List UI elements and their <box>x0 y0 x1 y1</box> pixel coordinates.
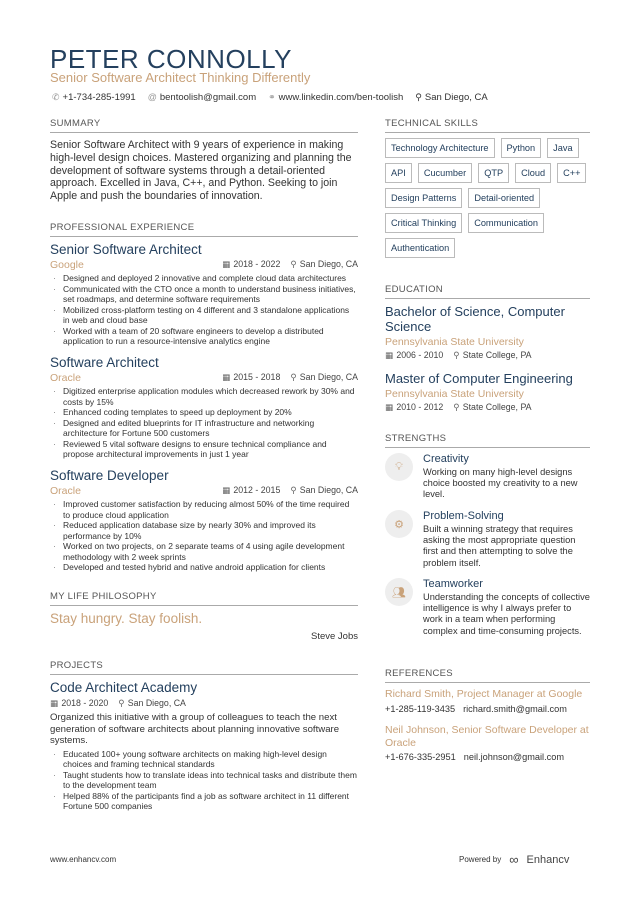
calendar-icon: ▦ <box>385 402 394 412</box>
job-entry <box>50 468 358 573</box>
job-entry <box>50 242 358 347</box>
job-bullet: · Mobilized cross-platform testing on 4 different and 3 standalone applications in web and cloud base <box>50 305 358 326</box>
footer-website[interactable]: www.enhancv.com <box>50 855 117 864</box>
reference-email[interactable]: neil.johnson@gmail.com <box>463 752 564 762</box>
gears-icon: ⚙ <box>385 510 413 538</box>
job-location: San Diego, CA <box>299 259 358 269</box>
section-skills-header: TECHNICAL SKILLS <box>385 118 590 133</box>
phone-contact <box>52 92 136 103</box>
summary-text: Senior Software Architect with 9 years of experience in making high-level design choices. Mastered organizing and planning the development of software systems through a detail-oriented approach. Excelled in Java, C++, and Python. Seeking to join Apple and push the boundaries of innovation. <box>50 139 352 203</box>
job-bullet: · Designed and edited blueprints for IT infrastructure and networking architecture for Fortune 500 customers <box>50 418 358 439</box>
section-summary-header: SUMMARY <box>50 118 358 133</box>
skill-tag: QTP <box>478 163 509 183</box>
education-entry <box>385 371 590 413</box>
strength-text: Working on many high-level designs choice boosted my creativity to a new level. <box>423 467 578 500</box>
strength-item <box>385 578 590 637</box>
project-bullet: · Educated 100+ young software architects on making high-level design choices and framing technical standards <box>50 749 358 770</box>
section-strengths-header: STRENGTHS <box>385 433 590 448</box>
project-bullet: · Taught students how to translate ideas into technical tasks and distribute them to the development team <box>50 770 358 791</box>
company: Oracle <box>50 485 81 497</box>
calendar-icon: ▦ <box>50 698 59 708</box>
linkedin-text[interactable]: www.linkedin.com/ben-toolish <box>278 92 404 103</box>
company: Oracle <box>50 372 81 384</box>
team-icon: 👥︎ <box>385 578 413 606</box>
edu-dates: 2006 - 2010 <box>396 350 444 360</box>
skill-tag: Design Patterns <box>385 188 462 208</box>
reference-phone: +1-285-119-3435 <box>385 703 456 714</box>
project-bullet: · Helped 88% of the participants find a job as software architect in 11 different Fortune 500 companies <box>50 791 358 812</box>
location-pin-icon: ⚲ <box>453 350 460 360</box>
job-location: San Diego, CA <box>299 485 358 495</box>
section-education-header: EDUCATION <box>385 284 590 299</box>
skill-tag: Authentication <box>385 238 455 258</box>
education-entry <box>385 304 590 361</box>
skill-tag: C++ <box>557 163 586 183</box>
skill-tags <box>385 138 590 258</box>
lightbulb-icon: 💡︎ <box>385 453 413 481</box>
school: Pennsylvania State University <box>385 388 524 400</box>
job-bullet: · Communicated with the CTO once a month to understand business initiatives, set roadmaps, and determine software requirements <box>50 284 358 305</box>
degree: Bachelor of Science, Computer Science <box>385 304 565 334</box>
skill-tag: Java <box>547 138 578 158</box>
location-contact <box>415 92 487 103</box>
link-icon: ⚭ <box>268 92 276 102</box>
job-dates: 2018 - 2022 <box>233 259 281 269</box>
skill-tag: Cucumber <box>418 163 472 183</box>
section-experience-header: PROFESSIONAL EXPERIENCE <box>50 222 358 237</box>
edu-location: State College, PA <box>462 402 532 412</box>
location-pin-icon: ⚲ <box>290 259 297 269</box>
skill-tag: API <box>385 163 412 183</box>
job-bullet: · Reviewed 5 vital software designs to ensure technical compliance and propose architectural improvements in just 1 year <box>50 439 358 460</box>
strength-title: Creativity <box>423 453 469 465</box>
job-title: Software Developer <box>50 468 169 483</box>
linkedin-contact[interactable] <box>268 92 403 103</box>
candidate-subtitle: Senior Software Architect Thinking Differently <box>50 70 311 85</box>
company: Google <box>50 259 84 271</box>
reference-entry <box>385 724 590 762</box>
location-pin-icon: ⚲ <box>453 402 460 412</box>
location-pin-icon: ⚲ <box>290 485 297 495</box>
skill-tag: Communication <box>468 213 544 233</box>
phone-text: +1-734-285-1991 <box>62 92 136 103</box>
school: Pennsylvania State University <box>385 336 524 348</box>
location-text: San Diego, CA <box>424 92 488 103</box>
project-description: Organized this initiative with a group of colleagues to teach the next generation of software architects about planning innovative software systems. <box>50 712 340 746</box>
reference-email[interactable]: richard.smith@gmail.com <box>463 703 567 714</box>
skill-tag: Cloud <box>515 163 551 183</box>
section-projects-header: PROJECTS <box>50 660 358 675</box>
brand-name: Enhancv <box>526 853 570 866</box>
edu-location: State College, PA <box>462 350 532 360</box>
reference-phone: +1-676-335-2951 <box>385 752 456 762</box>
job-title: Software Architect <box>50 355 159 370</box>
quote-author: Steve Jobs <box>311 631 358 642</box>
calendar-icon: ▦ <box>222 372 231 382</box>
location-pin-icon: ⚲ <box>118 698 125 708</box>
phone-icon: ✆ <box>52 92 60 102</box>
job-bullet: · Digitized enterprise application modules which decreased rework by 30% and costs by 15% <box>50 386 358 407</box>
philosophy-quote: Stay hungry. Stay foolish. <box>50 611 203 626</box>
strength-item <box>385 453 590 501</box>
reference-name: Neil Johnson, Senior Software Developer at Oracle <box>385 724 589 749</box>
location-pin-icon: ⚲ <box>290 372 297 382</box>
job-location: San Diego, CA <box>299 372 358 382</box>
at-icon: @ <box>147 92 157 102</box>
email-contact[interactable] <box>148 92 256 103</box>
job-bullet: · Improved customer satisfaction by reducing almost 50% of the time required to produce cloud application <box>50 499 358 520</box>
job-bullet: · Developed and tested hybrid and native android application for clients <box>50 562 358 573</box>
section-philosophy-header: MY LIFE PHILOSOPHY <box>50 591 358 606</box>
job-bullet: · Reduced application database size by nearly 30% and improved its performance by 10% <box>50 520 358 541</box>
edu-dates: 2010 - 2012 <box>396 402 444 412</box>
skill-tag: Detail-oriented <box>468 188 540 208</box>
strength-item <box>385 510 590 569</box>
calendar-icon: ▦ <box>222 485 231 495</box>
email-text[interactable]: bentoolish@gmail.com <box>159 92 257 103</box>
job-bullet: · Enhanced coding templates to speed up deployment by 20% <box>50 407 358 418</box>
contact-bar <box>52 92 488 103</box>
calendar-icon: ▦ <box>222 259 231 269</box>
project-dates: 2018 - 2020 <box>61 698 109 708</box>
strength-text: Built a winning strategy that requires asking the most appropriate question first and then attempting to solve the problem itself. <box>423 524 576 568</box>
reference-name: Richard Smith, Project Manager at Google <box>385 688 583 700</box>
location-pin-icon: ⚲ <box>415 92 422 102</box>
project-title: Code Architect Academy <box>50 680 198 695</box>
project-location: San Diego, CA <box>127 698 186 708</box>
enhancv-logo-icon: ∞ <box>509 852 519 867</box>
job-title: Senior Software Architect <box>50 242 202 257</box>
calendar-icon: ▦ <box>385 350 394 360</box>
skill-tag: Technology Architecture <box>385 138 495 158</box>
strength-text: Understanding the concepts of collective intelligence is why I always prefer to work in a team when performing complex and time-consuming projects. <box>423 592 590 636</box>
job-entry <box>50 355 358 460</box>
job-bullet: · Designed and deployed 2 innovative and complete cloud data architectures <box>50 273 358 284</box>
candidate-name: PETER CONNOLLY <box>50 44 293 74</box>
section-references-header: REFERENCES <box>385 668 590 683</box>
job-bullet: · Worked with a team of 20 software engineers to develop a distributed application to run a resource-intensive analytics engine <box>50 326 358 347</box>
footer-branding <box>459 852 569 867</box>
job-dates: 2012 - 2015 <box>233 485 281 495</box>
reference-entry <box>385 688 590 714</box>
job-dates: 2015 - 2018 <box>233 372 281 382</box>
skill-tag: Critical Thinking <box>385 213 462 233</box>
job-bullet: · Worked on two projects, on 2 separate teams of 4 using agile development methodology with 2 week sprints <box>50 541 358 562</box>
project-entry <box>50 680 358 812</box>
powered-by-label: Powered by <box>459 855 502 864</box>
degree: Master of Computer Engineering <box>385 371 573 386</box>
strength-title: Problem-Solving <box>423 510 504 522</box>
strength-title: Teamworker <box>423 578 483 590</box>
skill-tag: Python <box>501 138 542 158</box>
